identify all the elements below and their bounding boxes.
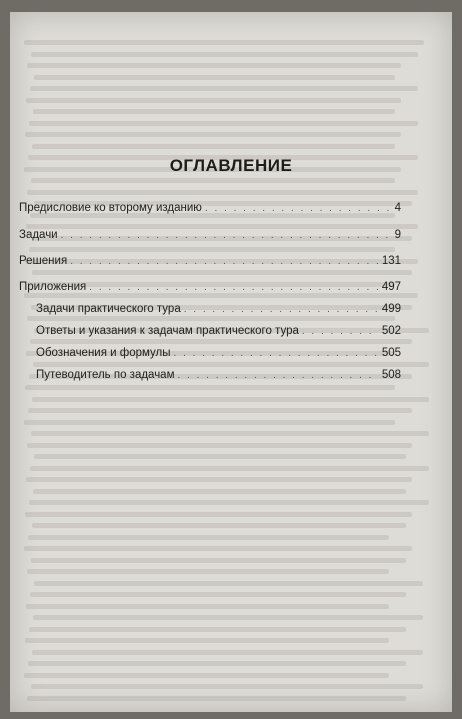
toc-subentry-guide[interactable] (19, 367, 401, 383)
dot-leader (89, 280, 379, 296)
toc-entry-page: 497 (381, 281, 401, 293)
toc-entry-label: Ответы и указания к задачам практического тура (36, 325, 299, 337)
dot-leader (205, 201, 392, 217)
toc-entry-page: 4 (394, 202, 401, 214)
bleed-through-line (28, 408, 412, 413)
bleed-through-line (31, 52, 418, 57)
toc-entry-page: 9 (394, 229, 401, 241)
bleed-through-line (31, 558, 406, 563)
bleed-through-line (27, 63, 401, 68)
toc-entry-label: Задачи (19, 229, 58, 241)
dot-leader (178, 368, 379, 384)
bleed-through-line (29, 627, 406, 632)
toc-entry-label: Приложения (19, 281, 87, 293)
bleed-through-line (31, 684, 423, 689)
toc-entry-label: Задачи практического тура (36, 303, 181, 315)
bleed-through-line (27, 443, 412, 448)
bleed-through-line (32, 650, 423, 655)
bleed-through-line (32, 144, 395, 149)
bleed-through-line (32, 523, 406, 528)
bleed-through-line (28, 535, 389, 540)
dot-leader (302, 324, 379, 340)
bleed-through-line (24, 420, 395, 425)
toc-entry-label: Предисловие ко второму изданию (19, 202, 202, 214)
bleed-through-line (25, 638, 389, 643)
bleed-through-line (30, 86, 418, 91)
dot-leader (61, 228, 392, 244)
toc-subentry-answers[interactable] (19, 323, 401, 339)
bleed-through-line (29, 500, 429, 505)
bleed-through-line (34, 75, 395, 80)
toc-entry-problems[interactable] (19, 227, 401, 243)
toc-subentry-notation[interactable] (19, 345, 401, 361)
bleed-through-line (31, 431, 429, 436)
bleed-through-line (33, 489, 406, 494)
bleed-through-line (27, 569, 389, 574)
toc-entry-solutions[interactable] (19, 253, 401, 269)
toc-entry-preface[interactable] (19, 200, 401, 216)
toc-entry-appendices[interactable] (19, 279, 401, 295)
bleed-through-line (27, 696, 406, 701)
bleed-through-line (26, 98, 401, 103)
bleed-through-line (33, 109, 395, 114)
dot-leader (184, 302, 379, 318)
table-of-contents (19, 200, 401, 383)
bleed-through-line (32, 397, 429, 402)
bleed-through-line (24, 40, 424, 45)
toc-subentry-practical-problems[interactable] (19, 301, 401, 317)
bleed-through-line (28, 661, 406, 666)
bleed-through-line (31, 178, 395, 183)
bleed-through-line (25, 512, 412, 517)
dot-leader (70, 254, 379, 270)
book-page (10, 12, 452, 712)
toc-entry-label: Обозначения и формулы (36, 347, 171, 359)
bleed-through-line (26, 604, 389, 609)
page-title: ОГЛАВЛЕНИЕ (169, 156, 293, 175)
toc-entry-page: 502 (381, 325, 401, 337)
bleed-through-line (24, 546, 412, 551)
toc-entry-page: 131 (381, 255, 401, 267)
bleed-through-line (24, 673, 389, 678)
bleed-through-line (30, 466, 429, 471)
dot-leader (174, 346, 379, 362)
bleed-through-line (26, 477, 412, 482)
bleed-through-line (34, 581, 423, 586)
bleed-through-line (29, 121, 418, 126)
bleed-through-line (27, 190, 418, 195)
bleed-through-line (30, 592, 406, 597)
bleed-through-line (25, 385, 395, 390)
bleed-through-line (25, 132, 401, 137)
toc-entry-label: Путеводитель по задачам (36, 369, 175, 381)
toc-entry-page: 499 (381, 303, 401, 315)
bleed-through-line (33, 615, 423, 620)
toc-entry-page: 508 (381, 369, 401, 381)
toc-entry-label: Решения (19, 255, 68, 267)
bleed-through-line (34, 454, 406, 459)
toc-entry-page: 505 (381, 347, 401, 359)
